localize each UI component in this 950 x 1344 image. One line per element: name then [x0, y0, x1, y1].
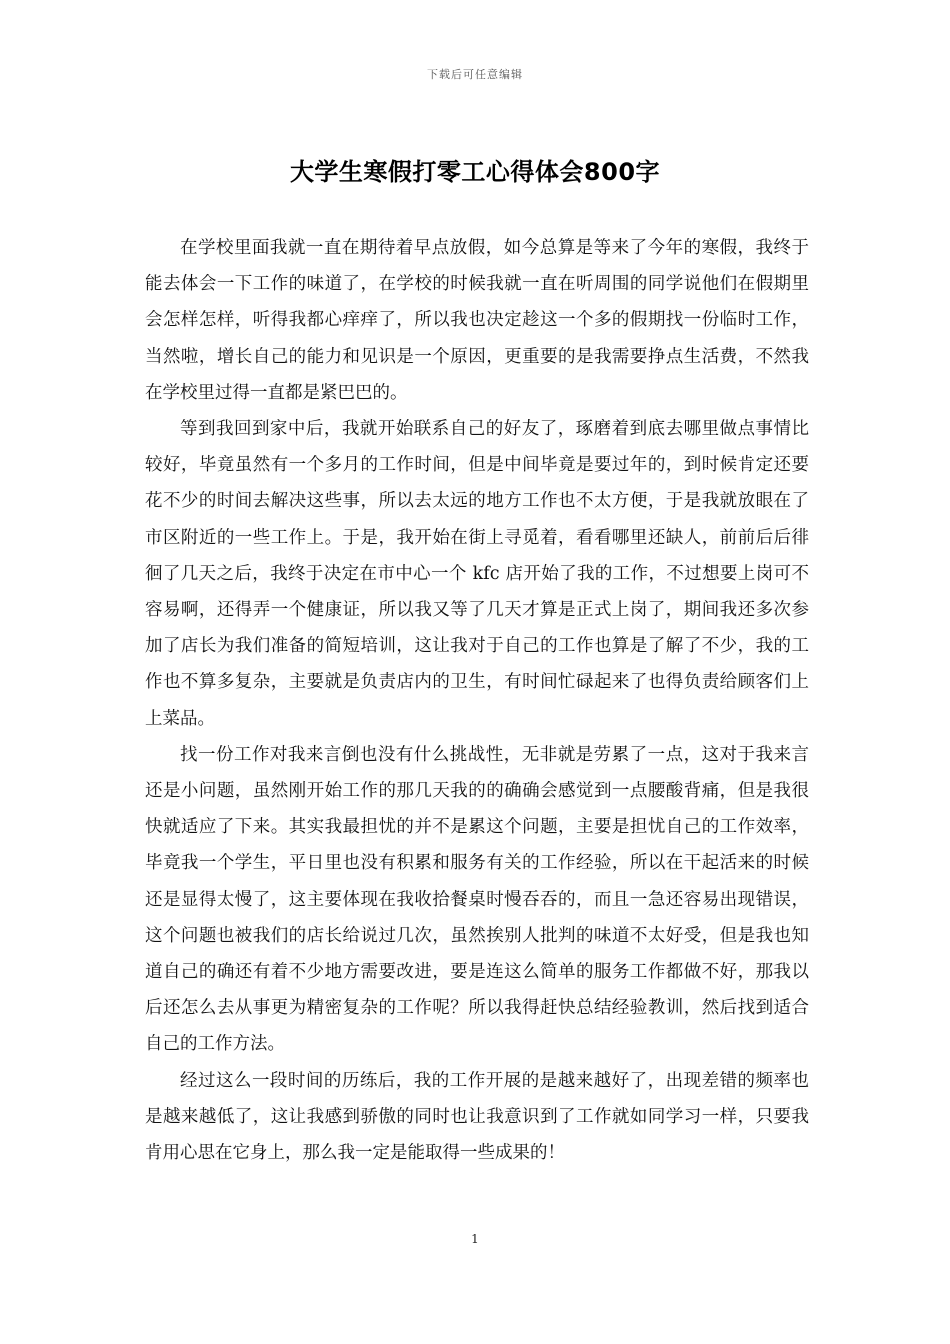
document-title: 大学生寒假打零工心得体会800字	[289, 158, 661, 186]
paragraph: 在学校里面我就一直在期待着早点放假，如今总算是等来了今年的寒假，我终于能去体会一下工作的味道了，在学校的时候我就一直在听周围的同学说他们在假期里会怎样怎样，听得我都心痒痒了，所以我也决定趁这一个多的假期找一份临时工作，当然啦，增长自己的能力和见识是一个原因，更重要的是我需要挣点生活费，不然我在学校里过得一直都是紧巴巴的。	[145, 238, 809, 403]
header-note: 下载后可任意编辑	[427, 68, 523, 81]
paragraph: 等到我回到家中后，我就开始联系自己的好友了，琢磨着到底去哪里做点事情比较好，毕竟虽然有一个多月的工作时间，但是中间毕竟是要过年的，到时候肯定还要花不少的时间去解决这些事，所以去太远的地方工作也不太方便，于是我就放眼在了市区附近的一些工作上。于是，我开始在街上寻觅着，看看哪里还缺人，前前后后徘徊了几天之后，我终于决定在市中心一个 kfc 店开始了我的工作，不过想要上岗可不容易啊，还得弄一个健康证，所以我又等了几天才算是正式上岗了，期间我还多次参加了店长为我们准备的简短培训，这让我对于自己的工作也算是了解了不少，我的工作也不算多复杂，主要就是负责店内的卫生，有时间忙碌起来了也得负责给顾客们上上菜品。	[145, 419, 809, 729]
document-body	[145, 230, 809, 1171]
page-number: 1	[471, 1232, 479, 1246]
paragraph: 经过这么一段时间的历练后，我的工作开展的是越来越好了，出现差错的频率也是越来越低了，这让我感到骄傲的同时也让我意识到了工作就如同学习一样，只要我肯用心思在它身上，那么我一定是能取得一些成果的！	[145, 1070, 809, 1164]
paragraph: 找一份工作对我来言倒也没有什么挑战性，无非就是劳累了一点，这对于我来言还是小问题，虽然刚开始工作的那几天我的的确确会感觉到一点腰酸背痛，但是我很快就适应了下来。其实我最担忧的并不是累这个问题，主要是担忧自己的工作效率，毕竟我一个学生，平日里也没有积累和服务有关的工作经验，所以在干起活来的时候还是显得太慢了，这主要体现在我收拾餐桌时慢吞吞的，而且一急还容易出现错误，这个问题也被我们的店长给说过几次，虽然挨别人批判的味道不太好受，但是我也知道自己的确还有着不少地方需要改进，要是连这么简单的服务工作都做不好，那我以后还怎么去从事更为精密复杂的工作呢？所以我得赶快总结经验教训，然后找到适合自己的工作方法。	[145, 744, 809, 1055]
